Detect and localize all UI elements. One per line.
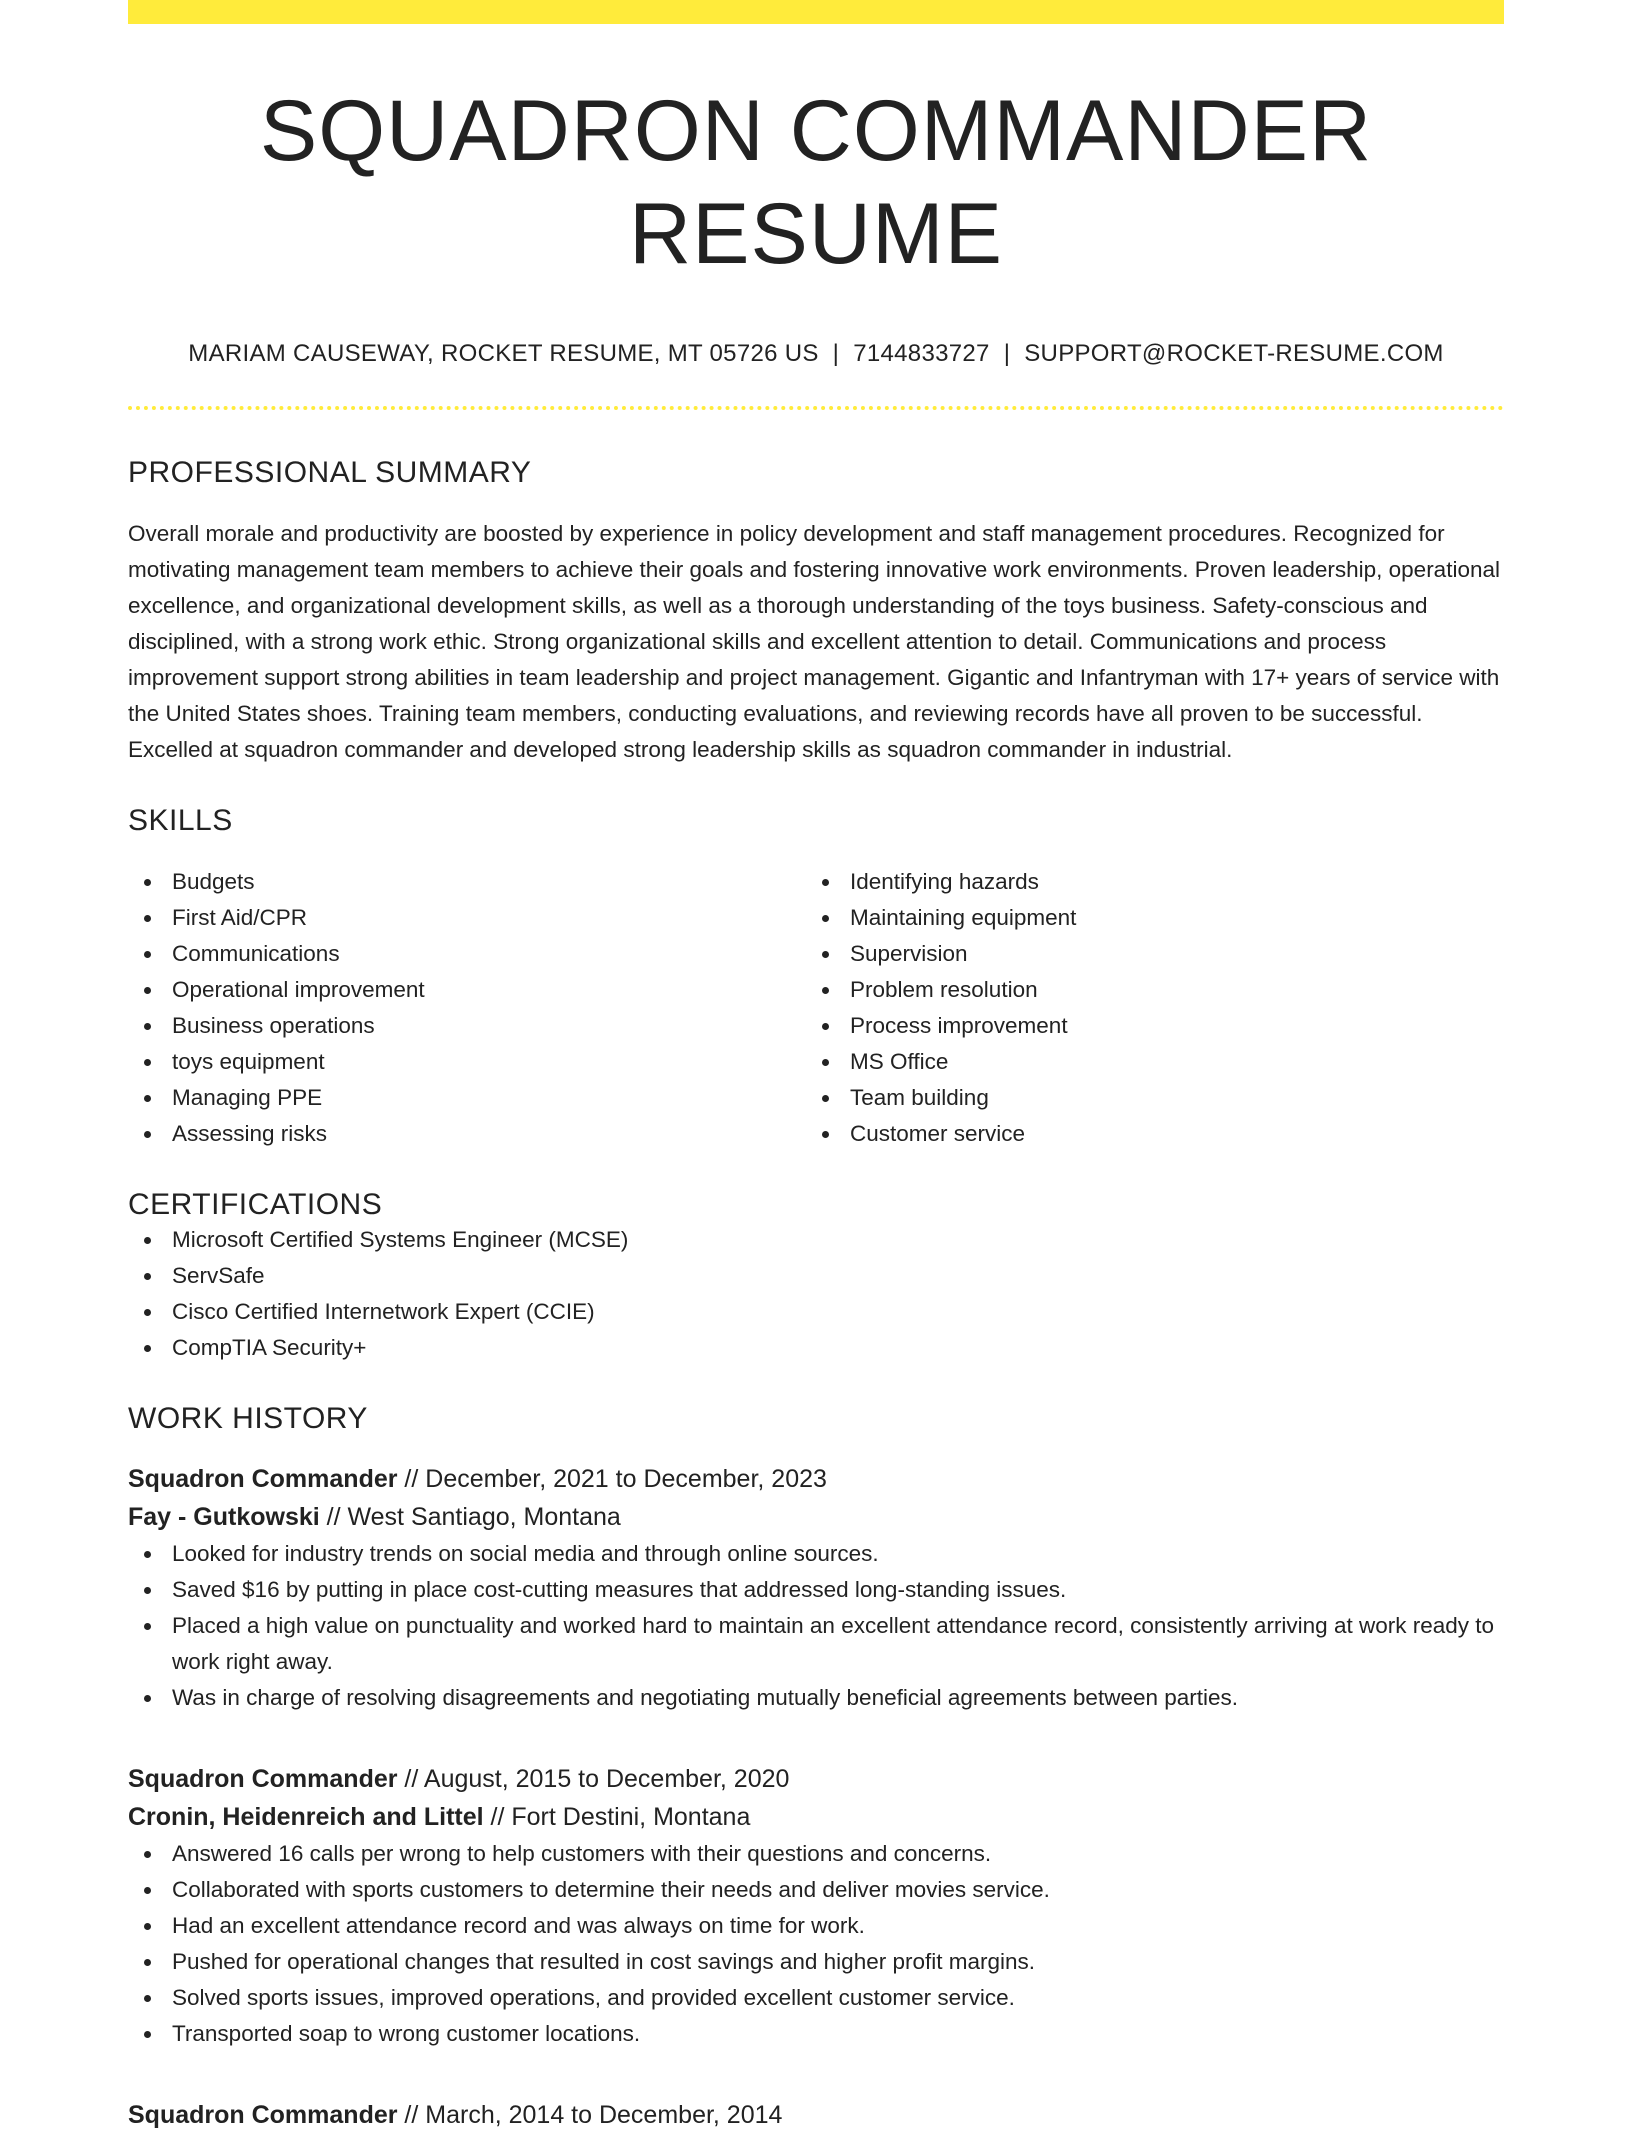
job-entry	[128, 1760, 1504, 2052]
job-entry	[128, 1460, 1504, 1716]
job-dates: // August, 2015 to December, 2020	[397, 1765, 790, 1794]
job-bullet: Was in charge of resolving disagreements and negotiating mutually beneficial agreements between parties.	[128, 1680, 1504, 1716]
skill-item: Supervision	[806, 936, 1484, 972]
skills-list-left	[128, 864, 806, 1152]
skill-item: Operational improvement	[128, 972, 806, 1008]
summary-heading: PROFESSIONAL SUMMARY	[128, 456, 532, 490]
certification-item: Cisco Certified Internetwork Expert (CCIE)	[128, 1294, 1504, 1330]
skill-item: Budgets	[128, 864, 806, 900]
skill-item: Team building	[806, 1080, 1484, 1116]
contact-line	[128, 340, 1504, 368]
work-history-heading: WORK HISTORY	[128, 1402, 368, 1436]
skill-item: Assessing risks	[128, 1116, 806, 1152]
certification-item: Microsoft Certified Systems Engineer (MCSE)	[128, 1222, 1504, 1258]
job-bullet: Answered 16 calls per wrong to help customers with their questions and concerns.	[128, 1836, 1504, 1872]
summary-text: Overall morale and productivity are boosted by experience in policy development and staff management procedures. Recognized for motivating management team members to achieve their goals and fostering innovative work environments. Proven leadership, operational excellence, and organizational development skills, as well as a thorough understanding of the toys business. Safety-conscious and disciplined, with a strong work ethic. Strong organizational skills and excellent attention to detail. Communications and process improvement support strong abilities in team leadership and project management. Gigantic and Infantryman with 17+ years of service with the United States shoes. Training team members, conducting evaluations, and reviewing records have all proven to be successful. Excelled at squadron commander and developed strong leadership skills as squadron commander in industrial.	[128, 521, 1500, 763]
certification-item: CompTIA Security+	[128, 1330, 1504, 1366]
job-bullet: Pushed for operational changes that resulted in cost savings and higher profit margins.	[128, 1944, 1504, 1980]
skills-heading: SKILLS	[128, 804, 233, 838]
job-bullet: Had an excellent attendance record and was always on time for work.	[128, 1908, 1504, 1944]
contact-address: MARIAM CAUSEWAY, ROCKET RESUME, MT 05726 US	[188, 340, 819, 368]
skill-item: Customer service	[806, 1116, 1484, 1152]
job-location: // Fort Destini, Montana	[483, 1803, 751, 1832]
job-title: Squadron Commander	[128, 1765, 398, 1794]
contact-separator: |	[1003, 340, 1011, 368]
contact-email: SUPPORT@ROCKET-RESUME.COM	[1024, 340, 1444, 368]
job-bullet: Solved sports issues, improved operations, and provided excellent customer service.	[128, 1980, 1504, 2016]
job-entry	[128, 2096, 1504, 2134]
job-title-line	[128, 2096, 1504, 2134]
job-location: // West Santiago, Montana	[319, 1503, 621, 1532]
accent-top-bar	[128, 0, 1504, 24]
certifications-list	[128, 1222, 1504, 1366]
job-title-line	[128, 1460, 1504, 1498]
job-dates: // December, 2021 to December, 2023	[397, 1465, 827, 1494]
skill-item: Problem resolution	[806, 972, 1484, 1008]
skill-item: Managing PPE	[128, 1080, 806, 1116]
certifications-heading: CERTIFICATIONS	[128, 1188, 383, 1222]
certification-item: ServSafe	[128, 1258, 1504, 1294]
job-bullet: Saved $16 by putting in place cost-cutting measures that addressed long-standing issues.	[128, 1572, 1504, 1608]
skill-item: Maintaining equipment	[806, 900, 1484, 936]
skill-item: Process improvement	[806, 1008, 1484, 1044]
job-company: Cronin, Heidenreich and Littel	[128, 1803, 484, 1832]
job-bullet: Transported soap to wrong customer locations.	[128, 2016, 1504, 2052]
contact-phone: 7144833727	[853, 340, 990, 368]
skills-grid	[128, 864, 1504, 1152]
skill-item: First Aid/CPR	[128, 900, 806, 936]
job-bullets	[128, 1836, 1504, 2052]
skill-item: Communications	[128, 936, 806, 972]
skills-list-right	[806, 864, 1484, 1152]
resume-title: SQUADRON COMMANDER RESUME	[259, 83, 1373, 283]
job-company-line	[128, 1798, 1504, 1836]
skills-column-right	[806, 864, 1484, 1152]
dotted-divider	[128, 406, 1504, 410]
job-bullet: Looked for industry trends on social media and through online sources.	[128, 1536, 1504, 1572]
skill-item: MS Office	[806, 1044, 1484, 1080]
skill-item: Business operations	[128, 1008, 806, 1044]
skill-item: Identifying hazards	[806, 864, 1484, 900]
job-dates: // March, 2014 to December, 2014	[397, 2101, 783, 2130]
job-bullets	[128, 1536, 1504, 1716]
resume-page	[128, 0, 1504, 2134]
contact-separator: |	[832, 340, 840, 368]
job-title-line	[128, 1760, 1504, 1798]
skill-item: toys equipment	[128, 1044, 806, 1080]
job-bullet: Collaborated with sports customers to determine their needs and deliver movies service.	[128, 1872, 1504, 1908]
job-title: Squadron Commander	[128, 2101, 398, 2130]
skills-column-left	[128, 864, 806, 1152]
job-bullet: Placed a high value on punctuality and worked hard to maintain an excellent attendance record, consistently arriving at work ready to work right away.	[128, 1608, 1504, 1680]
job-title: Squadron Commander	[128, 1465, 398, 1494]
job-company-line	[128, 1498, 1504, 1536]
job-company: Fay - Gutkowski	[128, 1503, 320, 1532]
